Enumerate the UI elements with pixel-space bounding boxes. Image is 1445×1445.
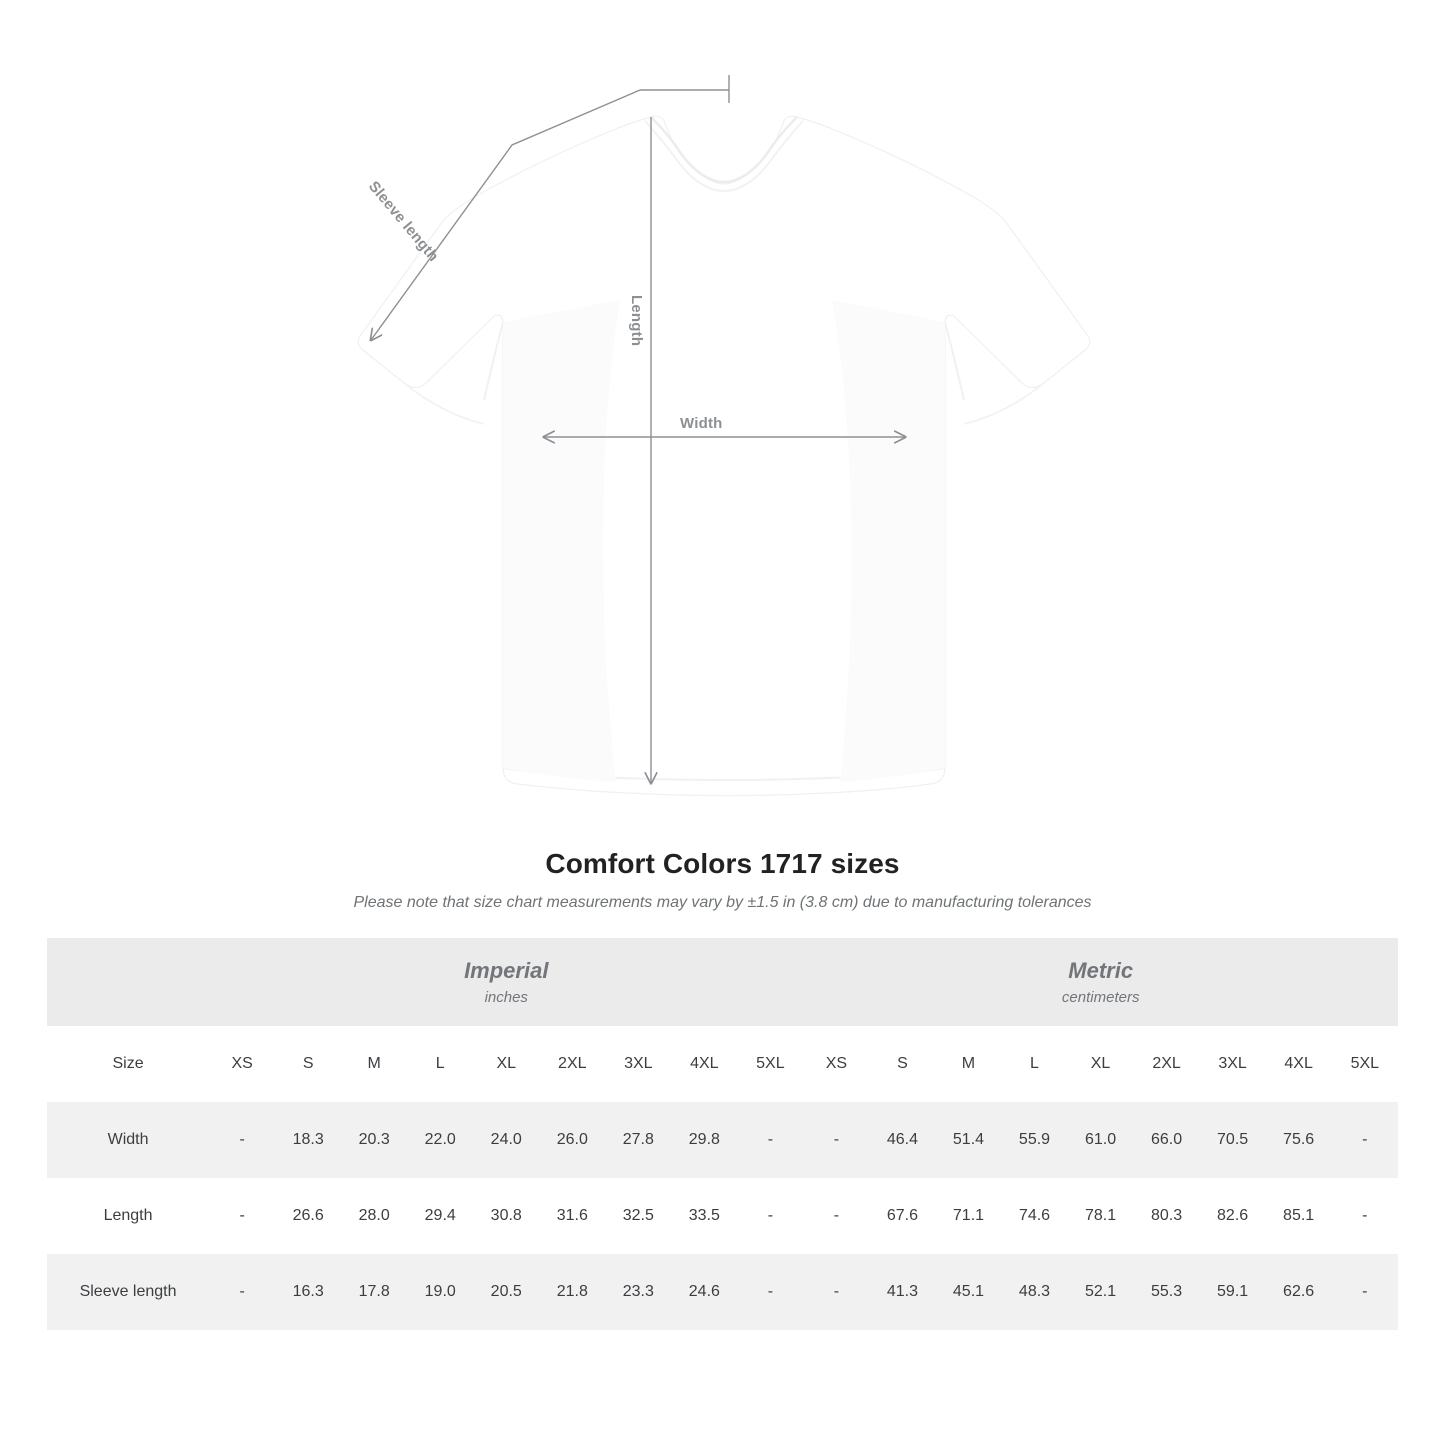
cell-imperial-length-m: 28.0 (341, 1178, 407, 1254)
size-header-imperial-s: S (275, 1026, 341, 1102)
cell-metric-width-4xl: 75.6 (1266, 1102, 1332, 1178)
size-header-metric-xs: XS (803, 1026, 869, 1102)
size-header-imperial-m: M (341, 1026, 407, 1102)
cell-metric-sleeve-length-s: 41.3 (869, 1254, 935, 1330)
row-label-width: Width (47, 1102, 209, 1178)
cell-metric-length-s: 67.6 (869, 1178, 935, 1254)
cell-imperial-sleeve-length-2xl: 21.8 (539, 1254, 605, 1330)
cell-imperial-length-4xl: 33.5 (671, 1178, 737, 1254)
imperial-unit-header (209, 938, 803, 1026)
size-header-metric-5xl: 5XL (1332, 1026, 1398, 1102)
cell-metric-length-xl: 78.1 (1068, 1178, 1134, 1254)
cell-metric-length-m: 71.1 (935, 1178, 1001, 1254)
metric-unit-header (803, 938, 1398, 1026)
cell-imperial-length-2xl: 31.6 (539, 1178, 605, 1254)
cell-imperial-length-5xl: - (737, 1178, 803, 1254)
cell-imperial-width-4xl: 29.8 (671, 1102, 737, 1178)
table-row (47, 1178, 1398, 1254)
sleeve-length-label: Sleeve length (364, 178, 442, 266)
cell-imperial-sleeve-length-xl: 20.5 (473, 1254, 539, 1330)
size-header-metric-2xl: 2XL (1134, 1026, 1200, 1102)
cell-imperial-width-l: 22.0 (407, 1102, 473, 1178)
cell-metric-width-s: 46.4 (869, 1102, 935, 1178)
table-row (47, 1254, 1398, 1330)
cell-imperial-sleeve-length-5xl: - (737, 1254, 803, 1330)
cell-metric-sleeve-length-xl: 52.1 (1068, 1254, 1134, 1330)
size-header-metric-s: S (869, 1026, 935, 1102)
cell-imperial-sleeve-length-s: 16.3 (275, 1254, 341, 1330)
size-header-imperial-2xl: 2XL (539, 1026, 605, 1102)
size-header-imperial-5xl: 5XL (737, 1026, 803, 1102)
cell-metric-width-3xl: 70.5 (1200, 1102, 1266, 1178)
cell-metric-width-m: 51.4 (935, 1102, 1001, 1178)
cell-metric-length-l: 74.6 (1001, 1178, 1067, 1254)
size-table (47, 938, 1398, 1330)
title-block (0, 848, 1445, 912)
cell-metric-sleeve-length-2xl: 55.3 (1134, 1254, 1200, 1330)
cell-metric-length-3xl: 82.6 (1200, 1178, 1266, 1254)
size-header-imperial-xl: XL (473, 1026, 539, 1102)
width-label: Width (680, 415, 723, 432)
cell-metric-width-l: 55.9 (1001, 1102, 1067, 1178)
size-table-wrap (47, 938, 1398, 1330)
tolerance-note: Please note that size chart measurements may vary by ±1.5 in (3.8 cm) due to manufacturing tolerances (353, 894, 1092, 911)
cell-metric-sleeve-length-xs: - (803, 1254, 869, 1330)
cell-imperial-length-l: 29.4 (407, 1178, 473, 1254)
unit-row-spacer (47, 938, 209, 1026)
cell-metric-width-5xl: - (1332, 1102, 1398, 1178)
cell-imperial-sleeve-length-xs: - (209, 1254, 275, 1330)
size-header-imperial-4xl: 4XL (671, 1026, 737, 1102)
size-header-metric-xl: XL (1068, 1026, 1134, 1102)
table-row (47, 1102, 1398, 1178)
cell-metric-sleeve-length-3xl: 59.1 (1200, 1254, 1266, 1330)
size-header-row (47, 1026, 1398, 1102)
cell-metric-width-2xl: 66.0 (1134, 1102, 1200, 1178)
cell-imperial-width-xl: 24.0 (473, 1102, 539, 1178)
cell-imperial-width-s: 18.3 (275, 1102, 341, 1178)
cell-metric-sleeve-length-m: 45.1 (935, 1254, 1001, 1330)
cell-imperial-width-m: 20.3 (341, 1102, 407, 1178)
size-header-metric-l: L (1001, 1026, 1067, 1102)
size-row-header: Size (47, 1026, 209, 1102)
cell-metric-length-5xl: - (1332, 1178, 1398, 1254)
size-header-metric-4xl: 4XL (1266, 1026, 1332, 1102)
cell-imperial-width-3xl: 27.8 (605, 1102, 671, 1178)
cell-imperial-sleeve-length-m: 17.8 (341, 1254, 407, 1330)
cell-metric-sleeve-length-5xl: - (1332, 1254, 1398, 1330)
unit-header-row (47, 938, 1398, 1026)
imperial-unit-header-sub: inches (484, 988, 528, 1006)
cell-imperial-length-3xl: 32.5 (605, 1178, 671, 1254)
cell-imperial-sleeve-length-4xl: 24.6 (671, 1254, 737, 1330)
cell-imperial-width-5xl: - (737, 1102, 803, 1178)
size-header-metric-m: M (935, 1026, 1001, 1102)
tshirt-shape (358, 116, 1089, 795)
cell-imperial-length-xs: - (209, 1178, 275, 1254)
row-label-sleeve-length: Sleeve length (47, 1254, 209, 1330)
cell-imperial-width-2xl: 26.0 (539, 1102, 605, 1178)
cell-metric-length-4xl: 85.1 (1266, 1178, 1332, 1254)
cell-metric-length-2xl: 80.3 (1134, 1178, 1200, 1254)
cell-metric-length-xs: - (803, 1178, 869, 1254)
size-header-imperial-xs: XS (209, 1026, 275, 1102)
cell-metric-width-xs: - (803, 1102, 869, 1178)
cell-imperial-sleeve-length-l: 19.0 (407, 1254, 473, 1330)
cell-imperial-length-s: 26.6 (275, 1178, 341, 1254)
metric-unit-header-sub: centimeters (1061, 988, 1140, 1006)
size-header-imperial-l: L (407, 1026, 473, 1102)
length-label: Length (628, 295, 645, 347)
cell-metric-width-xl: 61.0 (1068, 1102, 1134, 1178)
metric-unit-header-name: Metric (1068, 958, 1134, 984)
cell-imperial-sleeve-length-3xl: 23.3 (605, 1254, 671, 1330)
page-title: Comfort Colors 1717 sizes (545, 848, 900, 879)
cell-metric-sleeve-length-4xl: 62.6 (1266, 1254, 1332, 1330)
size-header-metric-3xl: 3XL (1200, 1026, 1266, 1102)
cell-imperial-length-xl: 30.8 (473, 1178, 539, 1254)
size-header-imperial-3xl: 3XL (605, 1026, 671, 1102)
cell-imperial-width-xs: - (209, 1102, 275, 1178)
imperial-unit-header-name: Imperial (464, 958, 549, 984)
cell-metric-sleeve-length-l: 48.3 (1001, 1254, 1067, 1330)
row-label-length: Length (47, 1178, 209, 1254)
